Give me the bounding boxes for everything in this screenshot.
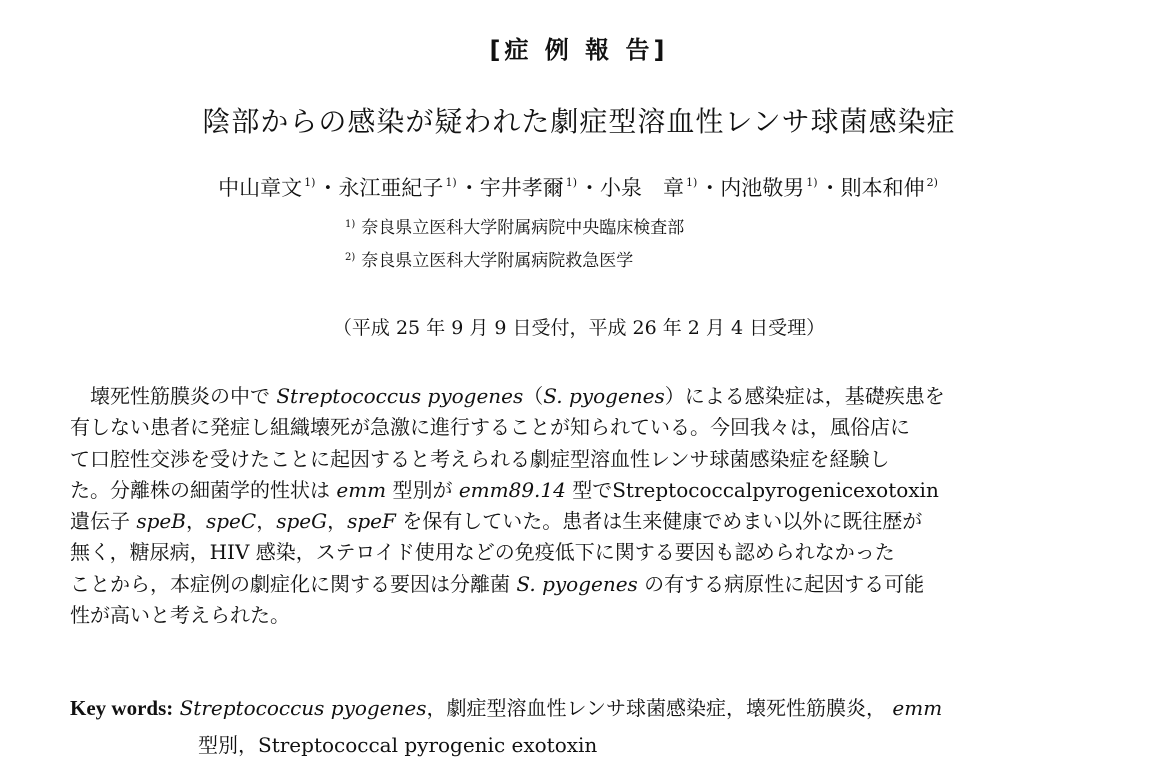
keyword: emm <box>892 696 943 720</box>
author-name: 則本和伸 <box>840 176 925 200</box>
affiliation-mark: 1) <box>345 219 356 230</box>
keyword: Streptococcus pyogenes <box>179 696 427 720</box>
abstract-line: た。分離株の細菌学的性状は emm 型別が emm89.14 型でStreptococcalpyrogenicexotoxin <box>70 477 939 502</box>
author-name: 内池敬男 <box>720 176 805 200</box>
keywords-label: Key words: <box>70 696 174 720</box>
abstract-line: 壊死性筋膜炎の中で Streptococcus pyogenes（S. pyogenes）による感染症は，基礎疾患を <box>90 384 945 408</box>
keyword: Streptococcal pyrogenic exotoxin <box>258 733 598 757</box>
affiliation-1 <box>345 210 684 243</box>
abstract-line: ことから，本症例の劇症化に関する要因は分離菌 S. pyogenes の有する病原性に起因する可能 <box>70 571 925 596</box>
abstract-line: 遺伝子 speB，speC，speG，speF を保有していた。患者は生来健康でめまい以外に既往歴が <box>70 509 923 534</box>
keyword: 型別 <box>198 733 238 757</box>
author-affiliation-mark: 1) <box>445 176 457 189</box>
abstract-line: 無く，糖尿病，HIV 感染，ステロイド使用などの免疫低下に関する要因も認められなかった <box>70 540 895 565</box>
affiliation-text: 奈良県立医科大学附属病院救急医学 <box>361 251 634 271</box>
section-heading: [症 例 報 告] <box>489 36 669 64</box>
author-separator: ・ <box>317 176 339 200</box>
author-separator: ・ <box>579 176 600 200</box>
abstract-line: 有しない患者に発症し組織壊死が急激に進行することが知られている。今回我々は，風俗店に <box>70 415 910 440</box>
keyword: 劇症型溶血性レンサ球菌感染症 <box>446 696 727 720</box>
author-list <box>0 172 1158 202</box>
affiliation-2 <box>345 243 684 276</box>
keywords-line-2: 型別，Streptococcal pyrogenic exotoxin <box>198 733 598 757</box>
author-affiliation-mark: 1) <box>565 176 577 189</box>
author-name: 宇井孝爾 <box>479 176 564 200</box>
received-dates: （平成 25 年 9 月 9 日受付，平成 26 年 2 月 4 日受理） <box>332 317 826 339</box>
abstract-line: 性が高いと考えられた。 <box>70 603 290 628</box>
author-name: 小泉 章 <box>600 176 684 200</box>
affiliation-mark: 2) <box>345 252 356 263</box>
author-name: 中山章文 <box>218 176 303 200</box>
author-affiliation-mark: 1) <box>304 176 316 189</box>
author-affiliation-mark: 1) <box>806 176 818 189</box>
author-affiliation-mark: 1) <box>686 176 698 189</box>
author-separator: ・ <box>699 176 721 200</box>
abstract-line: て口腔性交渉を受けたことに起因すると考えられる劇症型溶血性レンサ球菌感染症を経験し <box>70 446 890 471</box>
affiliation-list <box>345 210 684 276</box>
author-name: 永江亜紀子 <box>338 176 444 200</box>
keywords-line-1: Key words: Streptococcus pyogenes，劇症型溶血性レンサ球菌感染症，壊死性筋膜炎， emm <box>70 696 943 720</box>
affiliation-text: 奈良県立医科大学附属病院中央臨床検査部 <box>361 218 685 238</box>
author-separator: ・ <box>819 176 841 200</box>
abstract <box>70 381 1038 631</box>
author-affiliation-mark: 2) <box>926 176 938 189</box>
article-title: 陰部からの感染が疑われた劇症型溶血性レンサ球菌感染症 <box>202 105 956 138</box>
author-separator: ・ <box>458 176 480 200</box>
keyword: 壊死性筋膜炎 <box>746 696 867 720</box>
